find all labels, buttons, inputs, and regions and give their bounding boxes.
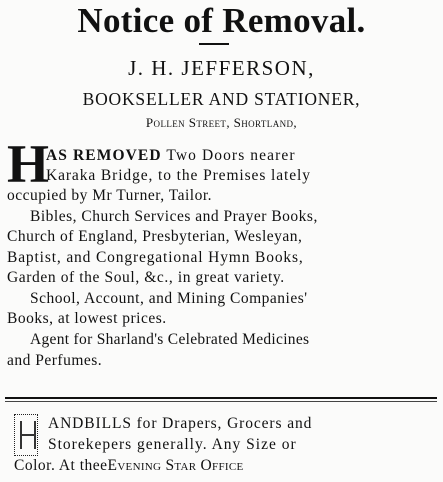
section-divider <box>5 397 437 399</box>
body-line: occupied by Mr Turner, Tailor. <box>7 187 213 204</box>
body-line-lead: AS REMOVED <box>46 147 162 164</box>
body-line <box>46 146 296 165</box>
body-line: Baptist, and Congregational Hymn Books, <box>7 249 304 266</box>
body-line: Bibles, Church Services and Prayer Books, <box>30 208 318 225</box>
handbills-line: Storekepers generally. Any Size or <box>48 436 297 453</box>
body-line: Agent for Sharland's Celebrated Medicines <box>30 331 310 348</box>
ornamental-initial-icon <box>14 414 38 456</box>
trade-description: BOOKSELLER AND STATIONER, <box>82 89 361 109</box>
office-name: Evening Star Office <box>107 457 244 474</box>
notice-title: Notice of Removal. <box>77 1 366 40</box>
body-line: Books, at lowest prices. <box>7 310 167 327</box>
proprietor-name: J. H. JEFFERSON, <box>128 56 315 80</box>
body-line-text: Two Doors nearer <box>161 147 296 164</box>
address: Pollen Street, Shortland, <box>145 115 298 130</box>
section-divider-thin <box>5 401 437 402</box>
body-line: Garden of the Soul, &c., in great variety. <box>7 269 285 286</box>
handbills-line <box>14 456 244 475</box>
handbills-line: ANDBILLS for Drapers, Grocers and <box>48 415 313 432</box>
body-line: and Perfumes. <box>7 352 103 369</box>
handbills-line-prefix: Color. At thee <box>14 457 108 474</box>
drop-cap: H <box>7 134 50 194</box>
body-line: Karaka Bridge, to the Premises lately <box>46 167 311 184</box>
title-rule <box>199 43 229 45</box>
body-line: Church of England, Presbyterian, Wesleyan, <box>7 228 303 245</box>
body-line: School, Account, and Mining Companies' <box>30 290 308 307</box>
